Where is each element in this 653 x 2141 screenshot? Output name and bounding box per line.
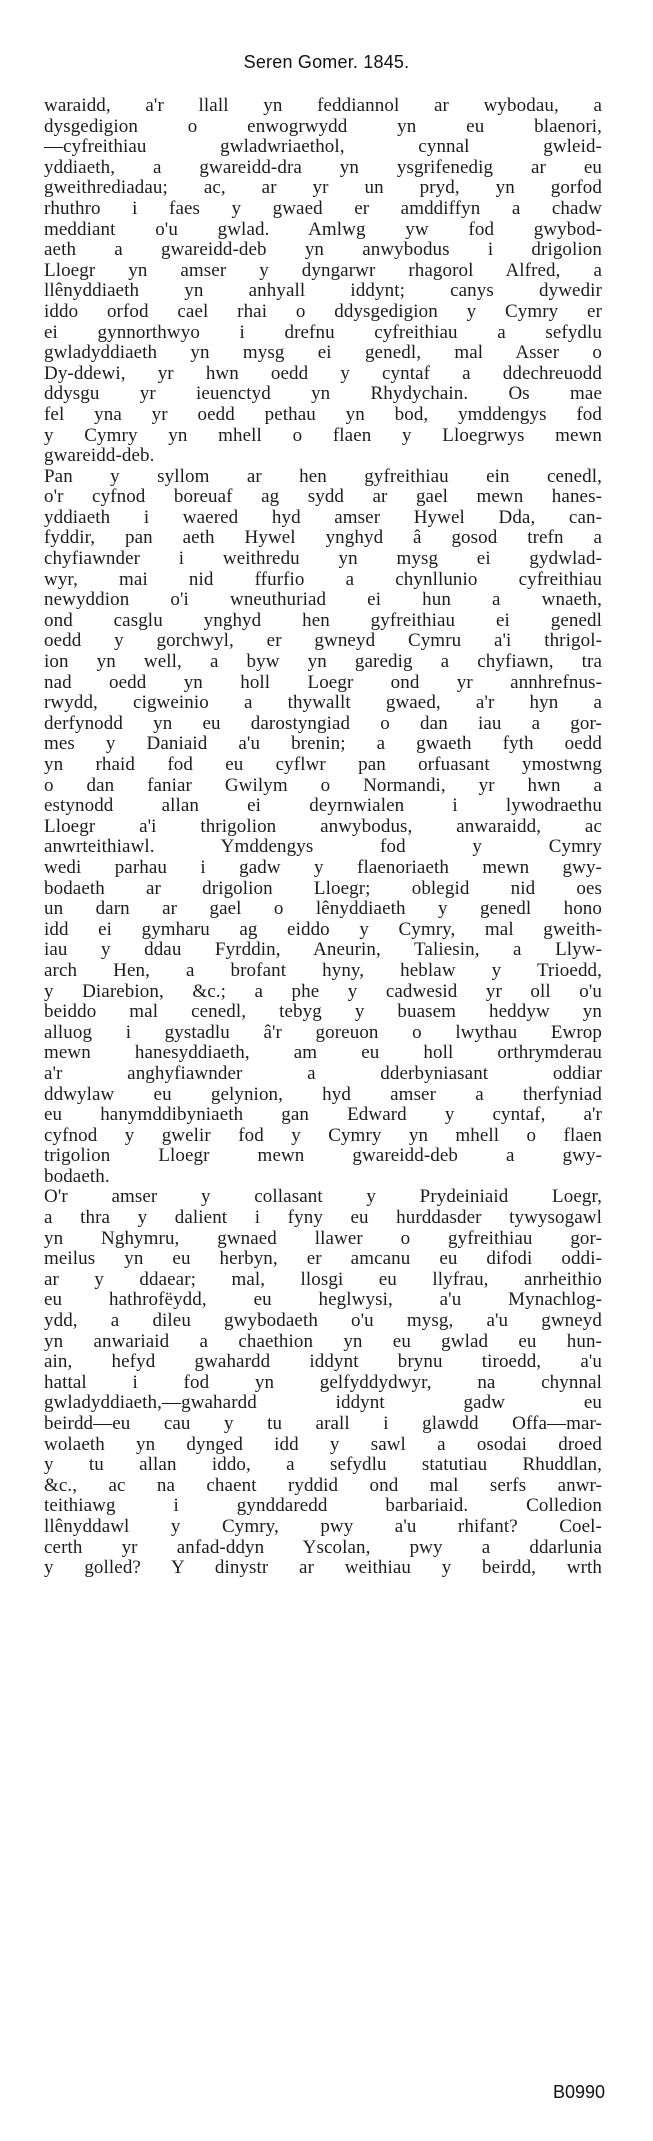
text-line: gwareidd-deb. <box>44 446 155 467</box>
text-line: fel yna yr oedd pethau yn bod, ymddengys fod <box>44 404 602 425</box>
text-line: iau y ddau Fyrddin, Aneurin, Taliesin, a Llyw- <box>44 940 602 961</box>
text-line: certh yr anfad-ddyn Yscolan, pwy a ddarlunia <box>44 1537 602 1558</box>
text-line: llênyddiaeth yn anhyall iddynt; canys dywedir <box>44 281 602 302</box>
text-line: Pan y syllom ar hen gyfreithiau ein cenedl, <box>44 466 602 487</box>
text-line: aeth a gwareidd-deb yn anwybodus i drigolion <box>44 240 602 261</box>
text-line: yn Nghymru, gwnaed llawer o gyfreithiau gor- <box>44 1228 602 1249</box>
text-line: nad oedd yn holl Loegr ond yr annhrefnus- <box>44 672 602 693</box>
text-line: ddwylaw eu gelynion, hyd amser a therfyniad <box>44 1084 602 1105</box>
text-line: anwrteithiawl. Ymddengys fod y Cymry <box>44 837 602 858</box>
text-line: ar y ddaear; mal, llosgi eu llyfrau, anrheithio <box>44 1269 602 1290</box>
text-line: y tu allan iddo, a sefydlu statutiau Rhuddlan, <box>44 1455 602 1476</box>
text-line: O'r amser y collasant y Prydeiniaid Loegr, <box>44 1187 602 1208</box>
text-line: mes y Daniaid a'u brenin; a gwaeth fyth oedd <box>44 734 602 755</box>
text-line: mewn hanesyddiaeth, am eu holl orthrymderau <box>44 1043 602 1064</box>
text-line: Lloegr a'i thrigolion anwybodus, anwaraidd, ac <box>44 816 602 837</box>
text-line: Dy-ddewi, yr hwn oedd y cyntaf a ddechreuodd <box>44 363 602 384</box>
text-line: bodaeth ar drigolion Lloegr; oblegid nid oes <box>44 878 602 899</box>
text-line: ain, hefyd gwahardd iddynt brynu tiroedd, a'u <box>44 1352 602 1373</box>
text-line: teithiawg i gynddaredd barbariaid. Colledion <box>44 1496 602 1517</box>
text-line: cyfnod y gwelir fod y Cymry yn mhell o flaen <box>44 1125 602 1146</box>
text-line: beirdd—eu cau y tu arall i glawdd Offa—mar- <box>44 1414 602 1434</box>
page-caption: Seren Gomer. 1845. <box>243 52 410 72</box>
text-line: a thra y dalient i fyny eu hurddasder tywysogawl <box>44 1208 602 1229</box>
text-line: ydd, a dileu gwybodaeth o'u mysg, a'u gwneyd <box>44 1311 602 1332</box>
text-line: wyr, mai nid ffurfio a chynllunio cyfreithiau <box>44 569 602 590</box>
text-line: wolaeth yn dynged idd y sawl a osodai droed <box>44 1434 602 1455</box>
text-line: un darn ar gael o lênyddiaeth y genedl hono <box>44 899 602 920</box>
text-line: o dan faniar Gwilym o Normandi, yr hwn a <box>44 775 602 796</box>
text-line: y Cymry yn mhell o flaen y Lloegrwys mewn <box>44 425 602 446</box>
text-line: trigolion Lloegr mewn gwareidd-deb a gwy- <box>44 1146 602 1167</box>
text-line: chyfiawnder i weithredu yn mysg ei gydwlad- <box>44 549 602 570</box>
text-line: y Diarebion, &c.; a phe y cadwesid yr oll o'u <box>44 981 602 1002</box>
text-line: o'r cyfnod boreuaf ag sydd ar gael mewn hanes- <box>44 487 602 508</box>
text-line: meilus yn eu herbyn, er amcanu eu difodi oddi- <box>44 1249 602 1270</box>
text-line: arch Hen, a brofant hyny, heblaw y Trioedd, <box>44 960 602 981</box>
text-line: fyddir, pan aeth Hywel ynghyd â gosod trefn a <box>44 528 602 549</box>
text-line: wedi parhau i gadw y flaenoriaeth mewn gwy- <box>44 857 602 878</box>
text-line: Lloegr yn amser y dyngarwr rhagorol Alfred, a <box>44 260 602 281</box>
text-line: rhuthro i faes y gwaed er amddiffyn a chadw <box>44 198 602 219</box>
text-line: eu hanymddibyniaeth gan Edward y cyntaf, a'r <box>44 1105 602 1126</box>
text-line: —cyfreithiau gwladwriaethol, cynnal gwleid- <box>44 137 602 158</box>
text-line: bodaeth. <box>44 1166 110 1187</box>
article-text <box>44 96 602 1579</box>
text-line: yn anwariaid a chaethion yn eu gwlad eu hun- <box>44 1331 602 1352</box>
text-line: beiddo mal cenedl, tebyg y buasem heddyw yn <box>44 1002 602 1023</box>
text-line: gwladyddiaeth yn mysg ei genedl, mal Asser o <box>44 343 602 364</box>
text-line: iddo orfod cael rhai o ddysgedigion y Cymry er <box>44 301 602 322</box>
text-line: ei gynnorthwyo i drefnu cyfreithiau a sefydlu <box>44 322 602 343</box>
text-line: yddiaeth i waered hyd amser Hywel Dda, can- <box>44 507 602 528</box>
text-line: idd ei gymharu ag eiddo y Cymry, mal gweith- <box>44 919 602 940</box>
text-line: oedd y gorchwyl, er gwneyd Cymru a'i thrigol- <box>44 631 602 652</box>
text-line: a'r anghyfiawnder a dderbyniasant oddiar <box>44 1063 602 1084</box>
text-line: meddiant o'u gwlad. Amlwg yw fod gwybod- <box>44 219 602 240</box>
text-line: ion yn well, a byw yn garedig a chyfiawn, tra <box>44 652 602 673</box>
text-line: y golled? Y dinystr ar weithiau y beirdd, wrth <box>44 1558 602 1579</box>
text-line: newyddion o'i wneuthuriad ei hun a wnaeth, <box>44 590 602 611</box>
text-line: yn rhaid fod eu cyflwr pan orfuasant ymostwng <box>44 755 602 775</box>
text-line: gweithrediadau; ac, ar yr un pryd, yn gorfod <box>44 178 602 199</box>
text-line: gwladyddiaeth,—gwahardd iddynt gadw eu <box>44 1393 602 1414</box>
reference-code: B0990 <box>552 2082 605 2102</box>
text-line: dysgedigion o enwogrwydd yn eu blaenori, <box>44 116 602 137</box>
text-line: waraidd, a'r llall yn feddiannol ar wybodau, a <box>44 96 602 116</box>
text-line: ddysgu yr ieuenctyd yn Rhydychain. Os mae <box>44 384 602 405</box>
text-line: estynodd allan ei deyrnwialen i lywodraethu <box>44 796 602 817</box>
text-line: derfynodd yn eu darostyngiad o dan iau a gor- <box>44 713 602 734</box>
text-line: &c., ac na chaent ryddid ond mal serfs anwr- <box>44 1475 602 1496</box>
text-line: ond casglu ynghyd hen gyfreithiau ei genedl <box>44 610 602 631</box>
text-line: yddiaeth, a gwareidd-dra yn ysgrifenedig ar eu <box>44 157 602 178</box>
text-line: alluog i gystadlu â'r goreuon o lwythau Ewrop <box>44 1022 602 1043</box>
text-line: hattal i fod yn gelfyddydwyr, na chynnal <box>44 1372 602 1393</box>
text-line: eu hathrofëydd, eu heglwysi, a'u Mynachlog- <box>44 1290 602 1311</box>
text-line: rwydd, cigweinio a thywallt gwaed, a'r hyn a <box>44 693 602 714</box>
text-line: llênyddawl y Cymry, pwy a'u rhifant? Coel- <box>44 1516 602 1537</box>
